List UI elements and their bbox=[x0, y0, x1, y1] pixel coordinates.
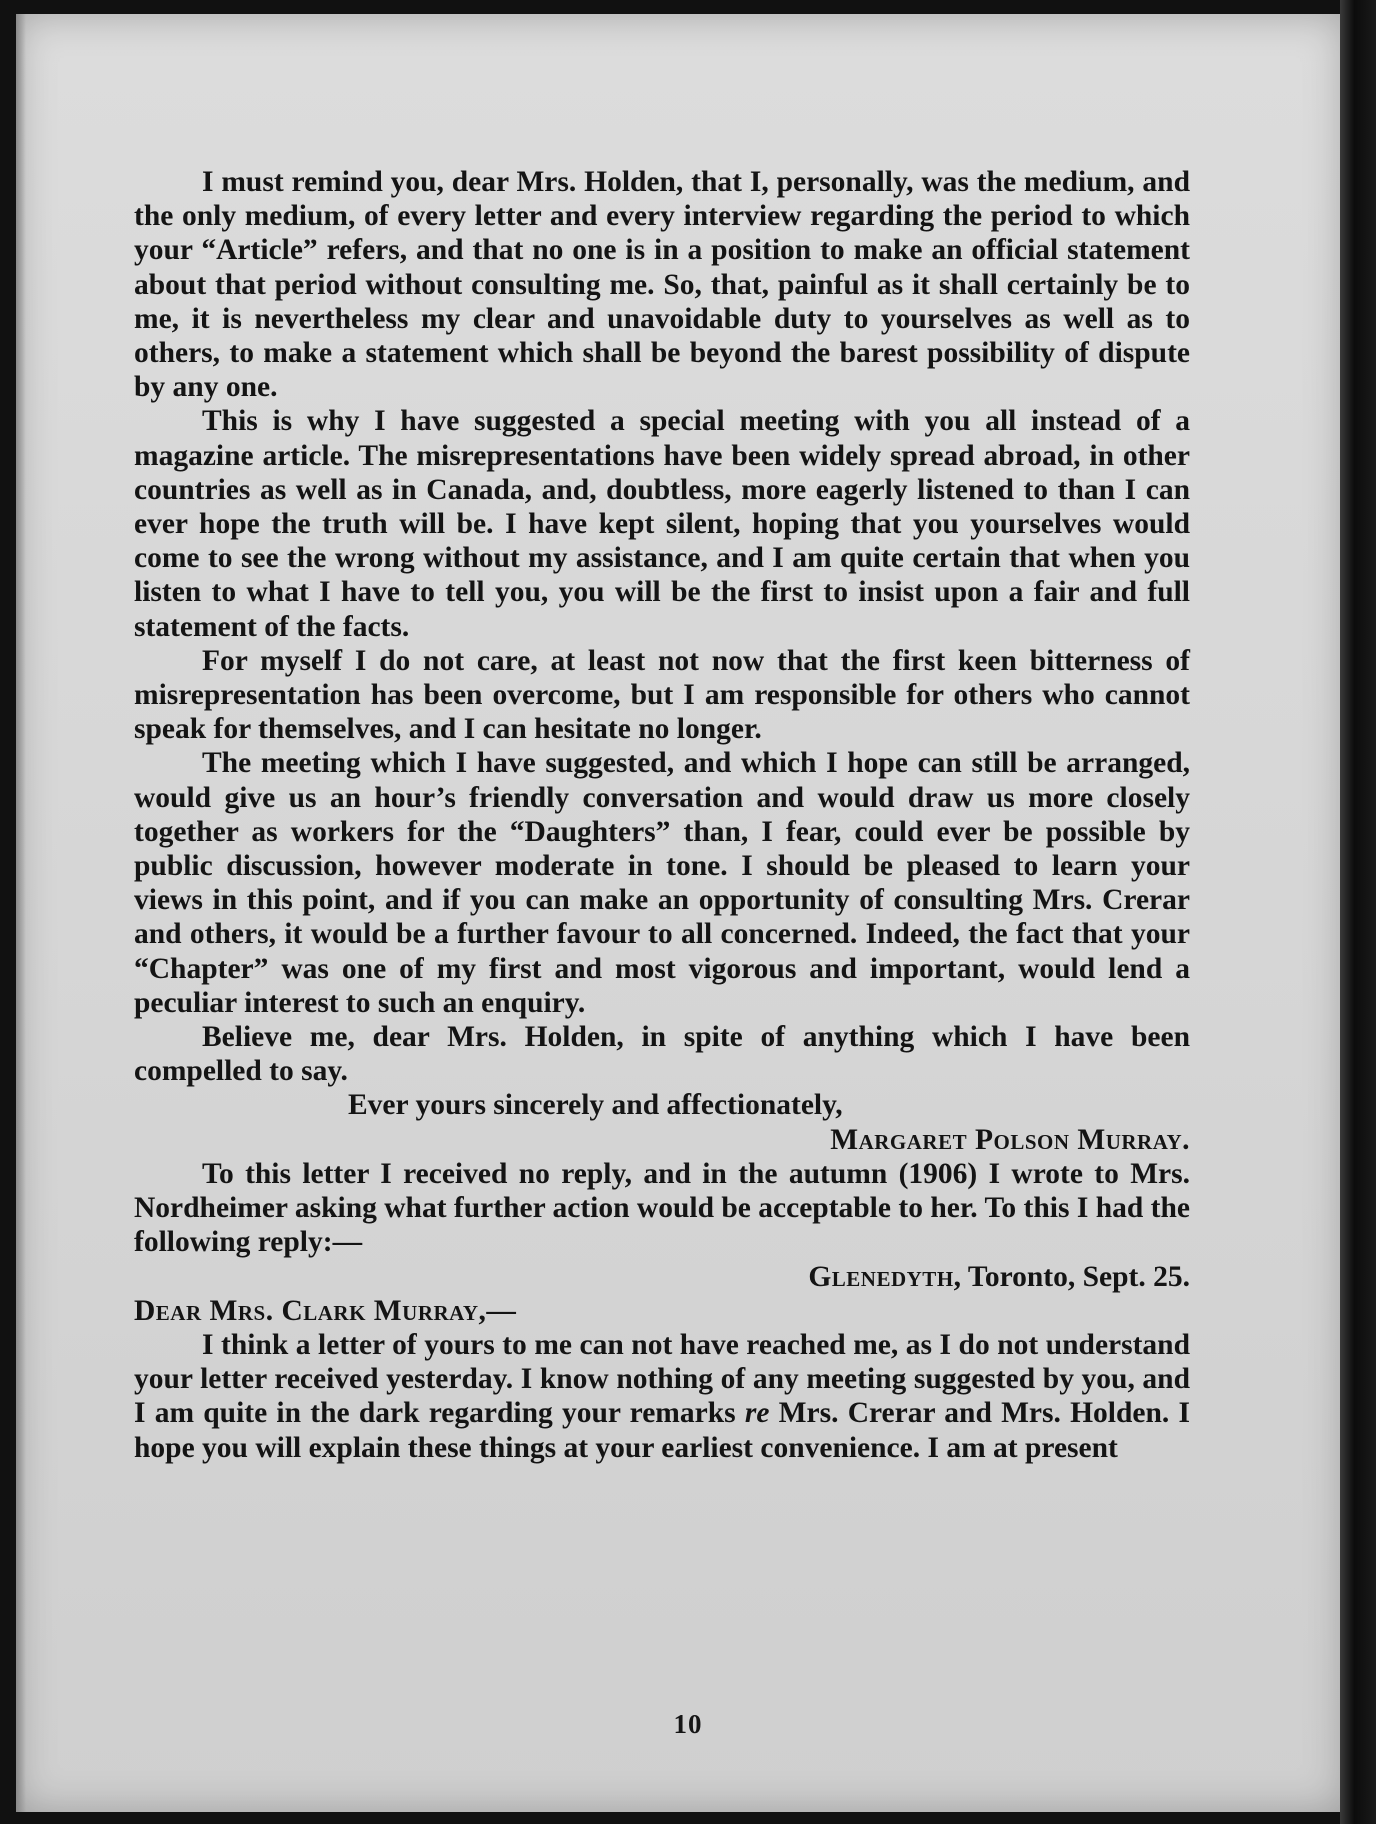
paragraph-3: For myself I do not care, at least not now that the first keen bitterness of misrepresentation has been overcome, but I am responsible for others who cannot speak for themselves, and I can hesitate no longer. bbox=[134, 644, 1190, 746]
reply-dateline bbox=[134, 1260, 1190, 1294]
paragraph-5: Believe me, dear Mrs. Holden, in spite of anything which I have been compelled to say. bbox=[134, 1021, 1190, 1088]
reply-salutation: Dear Mrs. Clark Murray,— bbox=[134, 1294, 517, 1327]
page-number: 10 bbox=[673, 1709, 703, 1739]
reply-paragraph bbox=[134, 1328, 1190, 1465]
book-binding-edge bbox=[1340, 0, 1376, 1824]
letter-signature: Margaret Polson Murray. bbox=[830, 1123, 1190, 1156]
paragraph-4: The meeting which I have suggested, and which I hope can still be arranged, would give us an hour’s friendly conversation and would draw us more closely together as workers for the “Daughters” than, I fear, could ever be possible by public discussion, however moderate in tone. I should be pleased to learn your views in this point, and if you can make an opportunity of consulting Mrs. Crerar and others, it would be a further favour to all concerned. Indeed, the fact that your “Chapter” was one of my first and most vigorous and important, would lend a peculiar interest to such an enquiry. bbox=[134, 747, 1190, 1019]
reply-italic-word: re bbox=[744, 1397, 770, 1430]
reply-text-start: I think a letter of yours to me can not have reached me, as I do not understand your letter received yesterday. I know nothing of any meeting suggested by you, and I am quite in the dark regarding your remarks bbox=[134, 1328, 1190, 1430]
narrative-paragraph: To this letter I received no reply, and in the autumn (1906) I wrote to Mrs. Nordheimer asking what further action would be acceptable to her. To this I had the following reply:— bbox=[134, 1157, 1190, 1259]
page-body-text bbox=[134, 165, 1190, 1465]
paragraph-2: This is why I have suggested a special meeting with you all instead of a magazine article. The misrepresentations have been widely spread abroad, in other countries as well as in Canada, and, doubtless, more eagerly listened to than I can ever hope the truth will be. I have kept silent, hoping that you yourselves would come to see the wrong without my assistance, and I am quite certain that when you listen to what I have to tell you, you will be the first to insist upon a fair and full statement of the facts. bbox=[134, 405, 1190, 643]
reply-text-end: Mrs. Crerar and Mrs. Holden. I hope you will explain these things at your earliest convenience. I am at present bbox=[134, 1397, 1191, 1464]
paragraph-1: I must remind you, dear Mrs. Holden, that I, personally, was the medium, and the only medium, of every letter and every interview regarding the period to which your “Article” refers, and that no one is in a position to make an official statement about that period without consulting me. So, that, painful as it shall certainly be to me, it is nevertheless my clear and unavoidable duty to yourselves as well as to others, to make a statement which shall be beyond the barest possibility of dispute by any one. bbox=[134, 166, 1190, 404]
dateline-rest: , Toronto, Sept. 25. bbox=[953, 1260, 1190, 1293]
letter-closing: Ever yours sincerely and affectionately, bbox=[348, 1089, 843, 1122]
dateline-place: Glenedyth bbox=[808, 1260, 954, 1293]
